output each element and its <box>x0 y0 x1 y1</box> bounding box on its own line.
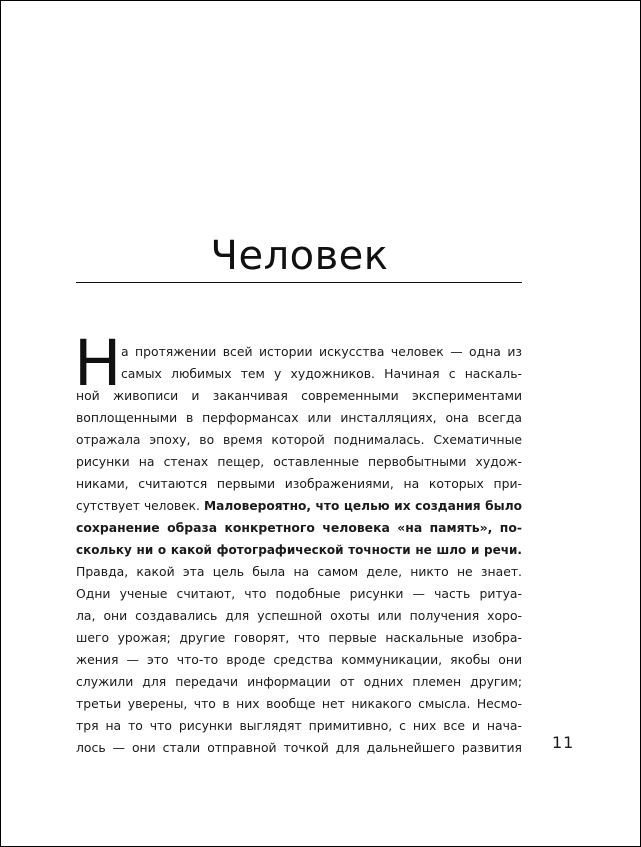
body-line: а протяжении всей истории искусства человек — одна из <box>121 344 522 359</box>
body-line: Правда, какой эта цель была на самом деле, никто не знает. <box>76 564 522 579</box>
body-line: рисунки на стенах пещер, оставленные первобытными худож- <box>76 454 522 469</box>
body-text <box>76 341 522 759</box>
body-line: воплощенными в перформансах или инсталляциях, она всегда <box>76 410 522 425</box>
body-line: служили для передачи информации от одних племен другим; <box>76 674 522 689</box>
title-divider <box>76 282 522 283</box>
body-line-bold: скольку ни о какой фотографической точности не шло и речи. <box>76 543 522 557</box>
body-line: третьи уверены, что в них вообще нет никакого смысла. Несмо- <box>76 696 522 711</box>
body-line-bold: сохранение образа конкретного человека «на память», по- <box>76 520 522 535</box>
body-line: никами, считаются первыми изображениями, на которых при- <box>76 476 522 491</box>
body-line: отражала эпоху, во время которой поднималась. Схематичные <box>76 432 522 447</box>
body-line: ной живописи и заканчивая современными экспериментами <box>76 388 522 403</box>
drop-cap: Н <box>74 327 122 400</box>
body-line: тря на то что рисунки выглядят примитивно, с них все и нача- <box>76 718 522 733</box>
body-line: лось — они стали отправной точкой для дальнейшего развития <box>76 740 522 755</box>
body-line: жения — это что-то вроде средства коммуникации, якобы они <box>76 652 522 667</box>
page-number: 11 <box>552 733 575 752</box>
plain-text: сутствует человек. <box>76 499 204 513</box>
body-line: ла, они создавались для успешной охоты или получения хоро- <box>76 608 522 623</box>
chapter-title: Человек <box>210 232 389 279</box>
body-line: самых любимых тем у художников. Начиная с наскаль- <box>121 366 522 381</box>
body-line-mixed <box>76 495 522 517</box>
bold-text: Маловероятно, что целью их создания было <box>203 499 522 513</box>
body-line: шего урожая; другие говорят, что первые наскальные изобра- <box>76 630 522 645</box>
body-line: Одни ученые считают, что подобные рисунки — часть ритуа- <box>76 586 522 601</box>
